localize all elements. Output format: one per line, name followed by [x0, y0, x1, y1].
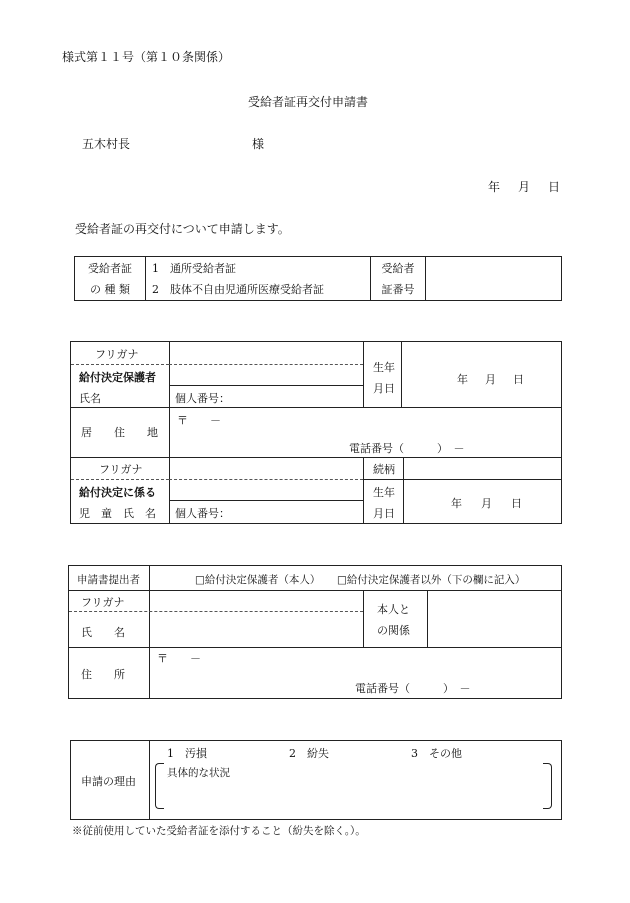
child-birth-label-2: 月日	[373, 507, 395, 520]
card-number-field[interactable]	[426, 257, 562, 301]
reason-label: 申請の理由	[81, 775, 136, 788]
card-type-option-2[interactable]: 2 肢体不自由児通所医療受給者証	[146, 279, 371, 301]
form-number: 様式第１１号（第１０条関係）	[62, 50, 231, 64]
child-birth-day[interactable]: 日	[511, 497, 522, 510]
child-birth-year[interactable]: 年	[451, 497, 462, 510]
guardian-individual-number[interactable]: 個人番号：	[175, 392, 230, 405]
applicant-relation-label-2: の関係	[377, 624, 410, 637]
guardian-birth-label-2: 月日	[373, 382, 395, 395]
applicant-name-input[interactable]	[151, 613, 361, 645]
date-month: 月	[518, 180, 531, 194]
reason-option-2[interactable]: 2 紛失	[289, 747, 329, 760]
reason-option-1[interactable]: 1 汚損	[167, 747, 207, 760]
applicant-relation-label-1: 本人と	[377, 603, 410, 616]
applicant-table	[68, 565, 562, 699]
guardian-name-input[interactable]	[171, 366, 361, 384]
applicant-name-label: 氏 名	[81, 626, 125, 639]
guardian-phone[interactable]: 電話番号（ ） －	[349, 442, 465, 455]
applicant-furigana-input[interactable]	[151, 592, 361, 610]
card-type-label-1: 受給者証	[75, 257, 146, 279]
applicant-relation-input[interactable]	[429, 592, 559, 646]
guardian-furigana-input[interactable]	[171, 344, 361, 363]
date-day: 日	[548, 180, 561, 194]
guardian-birth-year[interactable]: 年	[457, 373, 468, 386]
statement: 受給者証の再交付について申請します。	[75, 222, 290, 236]
applicant-phone[interactable]: 電話番号（ ） －	[355, 682, 471, 695]
applicant-address-label: 住 所	[81, 668, 125, 681]
child-name-input[interactable]	[171, 481, 361, 499]
child-individual-number[interactable]: 個人番号：	[175, 507, 230, 520]
card-number-label-1: 受給者	[371, 257, 426, 279]
submitter-option-other[interactable]: □給付決定保護者以外（下の欄に記入）	[337, 574, 526, 586]
guardian-child-table	[70, 341, 562, 524]
date-year: 年	[488, 180, 501, 194]
honorific: 様	[252, 137, 265, 151]
reason-detail-input[interactable]	[167, 781, 539, 805]
guardian-furigana-label: フリガナ	[95, 348, 139, 361]
card-type-option-1[interactable]: 1 通所受給者証	[146, 257, 371, 279]
left-bracket-icon	[155, 763, 164, 809]
child-name-label-1: 給付決定に係る	[79, 486, 156, 499]
guardian-name-label-2: 氏名	[79, 392, 101, 405]
addressee: 五木村長	[82, 137, 131, 151]
child-birth-month[interactable]: 月	[481, 497, 492, 510]
guardian-birth-month[interactable]: 月	[485, 373, 496, 386]
guardian-birth-day[interactable]: 日	[513, 373, 524, 386]
guardian-birth-label-1: 生年	[373, 361, 395, 374]
child-name-label-2: 児 童 氏 名	[79, 507, 156, 520]
child-furigana-input[interactable]	[171, 459, 361, 478]
child-relation-input[interactable]	[405, 459, 559, 478]
child-furigana-label: フリガナ	[99, 463, 143, 476]
footnote: ※従前使用していた受給者証を添付すること（紛失を除く。）。	[72, 825, 366, 837]
reason-option-3[interactable]: 3 その他	[411, 747, 462, 760]
submitter-option-self[interactable]: □給付決定保護者（本人）	[195, 574, 321, 586]
form-title: 受給者証再交付申請書	[248, 95, 369, 109]
child-relation-label: 続柄	[373, 463, 395, 476]
reason-table	[70, 740, 562, 820]
child-birth-label-1: 生年	[373, 486, 395, 499]
applicant-furigana-label: フリガナ	[81, 596, 125, 609]
right-bracket-icon	[543, 763, 552, 809]
guardian-address-label: 居 住 地	[81, 426, 158, 439]
card-type-table	[74, 256, 562, 301]
guardian-name-label-1: 給付決定保護者	[79, 371, 156, 384]
card-type-label-2: の 種 類	[75, 279, 146, 301]
card-number-label-2: 証番号	[371, 279, 426, 301]
guardian-postal-mark[interactable]: 〒 －	[177, 414, 221, 427]
reason-detail-label: 具体的な状況	[167, 767, 230, 779]
applicant-postal-mark[interactable]: 〒 －	[157, 652, 201, 665]
submitter-label: 申請書提出者	[77, 574, 140, 586]
